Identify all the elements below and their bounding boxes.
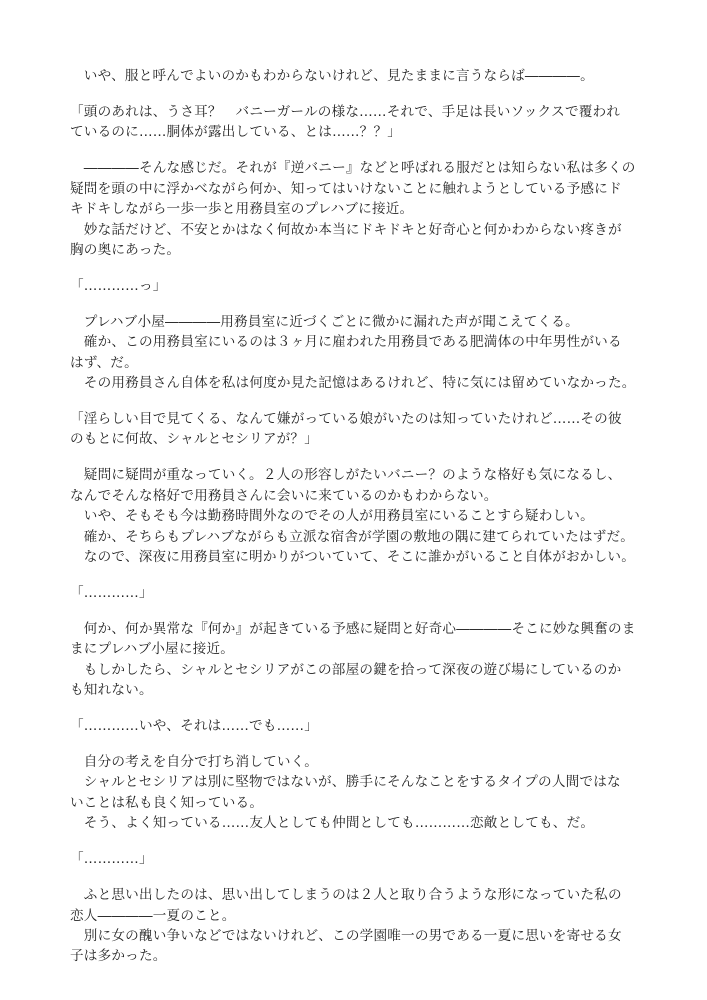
text-line: 妙な話だけど、不安とかはなく何故か本当にドキドキと好奇心と何かわからない疼きが (70, 221, 622, 238)
paragraph (70, 465, 670, 567)
paragraph (70, 885, 670, 967)
text-line: ――――そんな感じだ。それが『逆バニー』などと呼ばれる服だとは知らない私は多くの (70, 160, 636, 177)
paragraph-gap (70, 834, 670, 850)
text-line: 「…………いや、それは……でも……」 (70, 718, 319, 735)
text-line: なんでそんな格好で用務員さんに会いに来ているのかもわからない。 (70, 487, 498, 504)
text-line: のもとに何故、シャルとセシリアが？」 (70, 431, 319, 448)
text-line: いことは私も良く知っている。 (70, 794, 264, 811)
text-line: 自分の考えを自分で打ち消していく。 (70, 754, 319, 771)
paragraph (70, 102, 670, 143)
paragraph (70, 312, 670, 394)
text-line: ふと思い出したのは、思い出してしまうのは２人と取り合うような形になっていた私の (70, 887, 622, 904)
paragraph-gap (70, 450, 670, 466)
text-line: もしかしたら、シャルとセシリアがこの部屋の鍵を拾って深夜の遊び場にしているのか (70, 661, 622, 678)
paragraph (70, 619, 670, 701)
text-line: キドキしながら一歩一歩と用務員室のプレハブに接近。 (70, 201, 414, 218)
text-line: 疑問を頭の中に浮かべながら何か、知ってはいけないことに触れようとしている予感にド (70, 180, 622, 197)
text-line: そう、よく知っている……友人としても仲間としても…………恋敵としても、だ。 (70, 815, 595, 832)
paragraph-gap (70, 737, 670, 753)
paragraph (70, 276, 670, 296)
text-line: 確か、この用務員室にいるのは３ヶ月に雇われた用務員である肥満体の中年男性がいる (70, 334, 622, 351)
paragraph (70, 716, 670, 736)
paragraph (70, 409, 670, 450)
paragraph-gap (70, 701, 670, 717)
paragraph-gap (70, 603, 670, 619)
text-line: 「…………っ」 (70, 277, 167, 294)
paragraph-gap (70, 260, 670, 276)
paragraph-gap (70, 870, 670, 886)
text-line: いや、そもそも今は勤務時間外なのでその人が用務員室にいることすら疑わしい。 (70, 508, 594, 525)
paragraph-gap (70, 567, 670, 583)
text-line: 確か、そちらもプレハブながらも立派な宿舎が学園の敷地の隅に建てられていたはずだ。 (70, 528, 635, 545)
text-line: なので、深夜に用務員室に明かりがついていて、そこに誰かがいること自体がおかしい。 (70, 548, 635, 565)
text-line: いや、服と呼んでよいのかもわからないけれど、見たままに言うならば――――。 (70, 68, 594, 84)
text-line: 胸の奥にあった。 (70, 241, 181, 258)
paragraph (70, 849, 670, 869)
text-line: 「淫らしい目で見てくる、なんて嫌がっている娘がいたのは知っていたけれど……その彼 (70, 411, 622, 428)
text-line: プレハブ小屋――――用務員室に近づくごとに微かに漏れた声が聞こえてくる。 (70, 313, 579, 330)
paragraph-gap (70, 296, 670, 312)
text-line: シャルとセシリアは別に堅物ではないが、勝手にそんなことをするタイプの人間ではな (70, 774, 621, 791)
text-line: その用務員さん自体を私は何度か見た記憶はあるけれど、特に気には留めていなかった。 (70, 375, 636, 392)
text-line: ているのに……胴体が露出している、とは……？？」 (70, 124, 402, 141)
text-line: まにプレハブ小屋に接近。 (70, 641, 235, 658)
paragraph-gap (70, 143, 670, 159)
body-text (70, 66, 670, 967)
paragraph-gap (70, 86, 670, 102)
text-line: 何か、何か異常な『何か』が起きている予感に疑問と好奇心――――そこに妙な興奮のま (70, 620, 636, 637)
paragraph-gap (70, 393, 670, 409)
text-line: 子は多かった。 (70, 948, 167, 965)
text-line: 疑問に疑問が重なっていく。２人の形容しがたいバニー？のような格好も気になるし、 (70, 467, 622, 484)
paragraph (70, 583, 670, 603)
text-line: はず、だ。 (70, 354, 138, 371)
text-line: 恋人――――一夏のこと。 (70, 907, 236, 924)
paragraph (70, 66, 670, 86)
paragraph (70, 158, 670, 260)
paragraph (70, 752, 670, 834)
text-line: 「…………」 (70, 584, 153, 601)
text-line: 「…………」 (70, 851, 153, 868)
text-line: も知れない。 (70, 682, 153, 699)
text-line: 別に女の醜い争いなどではないけれど、この学園唯一の男である一夏に思いを寄せる女 (70, 928, 622, 945)
text-line: 「頭のあれは、うさ耳？ バニーガールの様な……それで、手足は長いソックスで覆われ (70, 103, 621, 120)
